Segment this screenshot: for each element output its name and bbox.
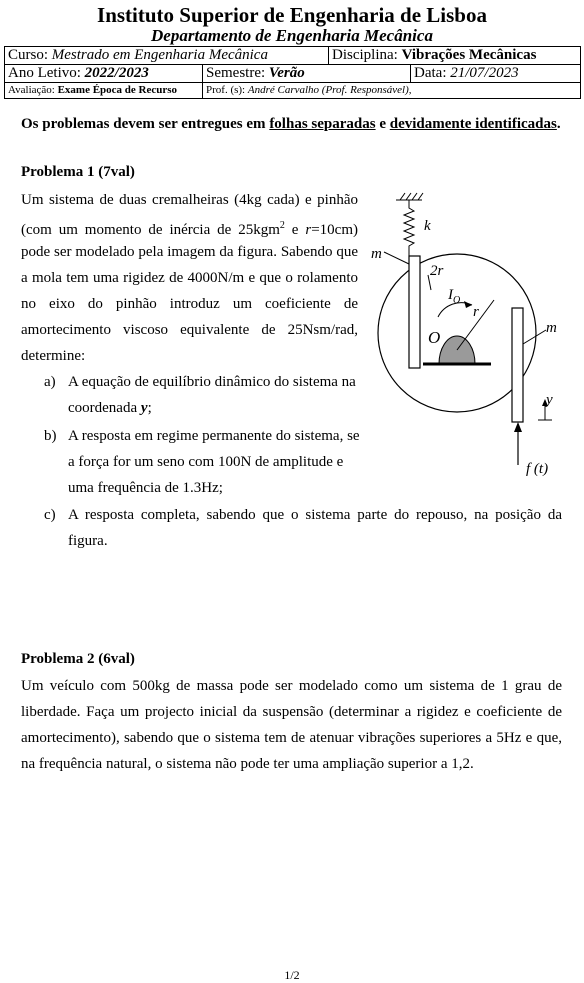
course-cell: Curso: Mestrado em Engenharia Mecânica: [5, 47, 329, 65]
item-line: a força for um seno com 100N de amplitude e: [68, 454, 344, 470]
item-line: figura.: [68, 533, 108, 549]
item-line: A equação de equilíbrio dinâmico do sistema na: [68, 374, 356, 390]
left-mass-pointer: [384, 252, 409, 264]
item-line: uma frequência de 1.3Hz;: [68, 480, 223, 496]
item-line: coordenada y;: [68, 400, 152, 416]
problem1-line: Um sistema de duas cremalheiras (4kg cada) e pinhão: [21, 192, 358, 208]
problem1-line: a mola tem uma rigidez de 4000N/m e que o rolamento: [21, 270, 358, 286]
spring-label: k: [424, 218, 431, 234]
department-subtitle: Departamento de Engenharia Mecânica: [151, 26, 433, 45]
problem2-line: Um veículo com 500kg de massa pode ser modelado como um sistema de 1 grau de: [21, 678, 562, 694]
problem1-line: (com um momento de inércia de 25kgm$^2$ e r=10cm): [21, 220, 358, 238]
year-cell: Ano Letivo: 2022/2023: [5, 65, 203, 83]
professor-value: André Carvalho (Prof. Responsável),: [247, 84, 412, 96]
item-label: b): [44, 428, 57, 444]
inertia-label: $I_O$: [448, 287, 461, 306]
problem2-line: liberdade. Faça um projecto inicial da suspensão (determinar a rigidez e coeficiente de: [21, 704, 562, 720]
course-value: Mestrado em Engenharia Mecânica: [51, 47, 268, 63]
right-mass-label: m: [546, 320, 557, 336]
evaluation-cell: Avaliação: Exame Época de Recurso: [5, 83, 203, 99]
force-label: f (t): [526, 461, 549, 477]
date-cell: Data: 21/07/2023: [411, 65, 581, 83]
y-label: y: [546, 392, 553, 408]
radius-label: r: [473, 304, 479, 320]
problem1-item-c: [44, 502, 562, 554]
force-arrowhead: [514, 422, 522, 432]
year-value: 2022/2023: [84, 65, 149, 81]
problem1-item-b: [44, 423, 360, 501]
item-label: a): [44, 374, 56, 390]
problem2-line: na frequência natural, o sistema não pode ter uma ampliação superior a 1,2.: [21, 756, 474, 772]
exam-info-table: [4, 46, 581, 99]
problem1-statement: [21, 187, 358, 369]
item-line: A resposta em regime permanente do sistema, se: [68, 428, 360, 444]
problem2-line: amortecimento), sabendo que o sistema tem de atenuar vibrações superiores a 5Hz e que,: [21, 730, 562, 746]
evaluation-value: Exame Época de Recurso: [57, 84, 178, 96]
page-number: 1/2: [284, 968, 300, 982]
professor-cell: Prof. (s): André Carvalho (Prof. Responsável),: [203, 83, 581, 99]
item-label: c): [44, 507, 56, 523]
ceiling-support: [396, 193, 423, 200]
problem1-line: amortecimento viscoso equivalente de 25Nsm/rad,: [21, 322, 358, 338]
problem2-title: Problema 2 (6val): [21, 651, 135, 667]
left-rack: [409, 256, 420, 368]
institution-title: Instituto Superior de Engenharia de Lisboa: [97, 3, 487, 27]
discipline-value: Vibrações Mecânicas: [401, 47, 537, 63]
notice-underline-2: devidamente identificadas: [389, 116, 557, 132]
problem1-line: determine:: [21, 348, 86, 364]
problem1-item-a: [44, 369, 360, 421]
problem1-title: Problema 1 (7val): [21, 164, 135, 180]
pivot-label: O: [428, 328, 441, 347]
inertia-arrowhead: [464, 301, 472, 308]
semester-cell: Semestre: Verão: [203, 65, 411, 83]
spring: [404, 200, 414, 256]
date-value: 21/07/2023: [450, 65, 519, 81]
item-line: A resposta completa, sabendo que o sistema parte do repouso, na posição da: [68, 507, 562, 523]
right-rack: [512, 308, 523, 422]
problem1-line: no eixo do pinhão introduz um coeficiente de: [21, 296, 358, 312]
discipline-cell: Disciplina: Vibrações Mecânicas: [329, 47, 581, 65]
problem1-line: pode ser modelado pela imagem da figura. Sabendo que: [21, 244, 358, 260]
submission-notice: Os problemas devem ser entregues em folhas separadas e devidamente identificadas.: [21, 116, 561, 132]
two-r-label: 2r: [430, 263, 444, 279]
notice-underline-1: folhas separadas: [269, 116, 376, 132]
semester-value: Verão: [268, 65, 305, 81]
right-mass-pointer: [523, 330, 546, 344]
exam-header: [4, 4, 580, 99]
left-mass-label: m: [371, 246, 382, 262]
problem2-statement: [21, 673, 562, 777]
rack-pinion-figure: [360, 190, 582, 490]
